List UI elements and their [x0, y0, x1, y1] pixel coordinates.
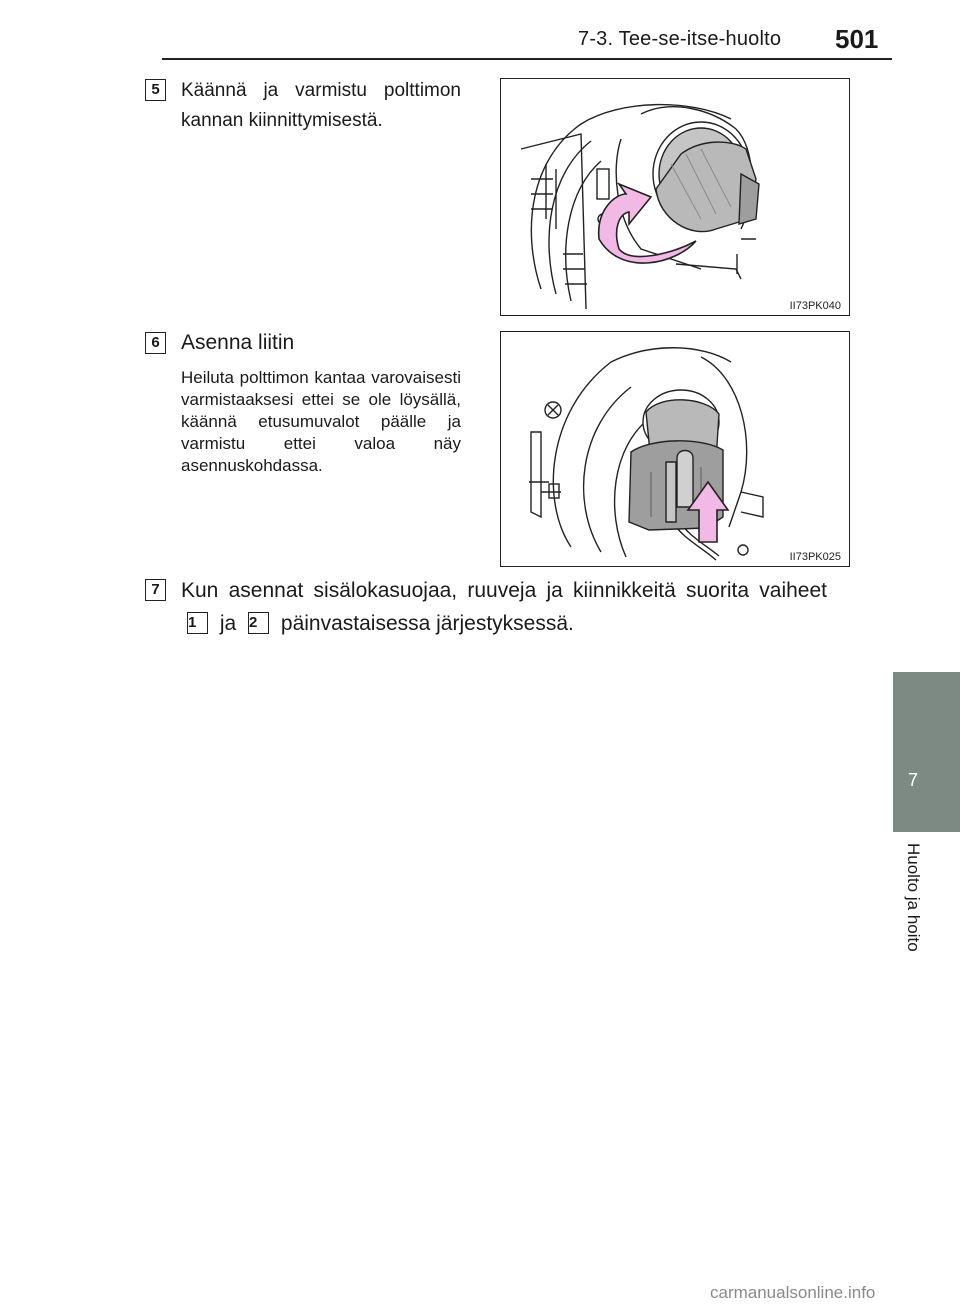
section-title: 7-3. Tee-se-itse-huolto	[578, 28, 782, 50]
step-6-text: Heiluta polttimon kantaa varovaisesti varmistaaksesi ettei se ole löysällä, käännä etusumuvalot päälle ja varmistu ettei valoa näy asennuskohdassa.	[181, 368, 461, 475]
step-7-text-before: Kun asennat sisälokasuojaa, ruuveja ja kiinnikkeitä suorita vaiheet	[181, 579, 827, 602]
page-number: 501	[835, 24, 879, 54]
figure-code-025: II73PK025	[789, 551, 841, 563]
chapter-tab	[893, 672, 960, 832]
step-7-text-after: päinvastaisessa järjestyksessä.	[280, 612, 574, 635]
header-rule	[162, 58, 892, 60]
step-5-text: Käännä ja varmistu polttimon kannan kiinnittymisestä.	[181, 80, 461, 131]
bulb-rotate-illustration	[501, 79, 849, 315]
step-5-badge: 5	[145, 79, 166, 101]
figure-connector-install	[500, 331, 850, 567]
watermark: carmanualsonline.info	[710, 1283, 876, 1302]
figure-code-040: II73PK040	[789, 300, 841, 312]
figure-bulb-rotate	[500, 78, 850, 316]
step-ref-1-badge: 1	[187, 612, 208, 634]
step-7-badge: 7	[145, 579, 166, 601]
step-6-text-block	[181, 329, 461, 477]
step-5-text-block	[181, 76, 461, 136]
connector-install-illustration	[501, 332, 849, 566]
step-6-title: Asenna liitin	[181, 331, 295, 354]
chapter-number: 7	[907, 770, 918, 790]
chapter-title: Huolto ja hoito	[904, 843, 923, 952]
step-6-badge: 6	[145, 332, 166, 354]
step-7-text	[181, 574, 827, 640]
step-7-text-mid: ja	[219, 612, 237, 635]
step-ref-2-badge: 2	[248, 612, 269, 634]
